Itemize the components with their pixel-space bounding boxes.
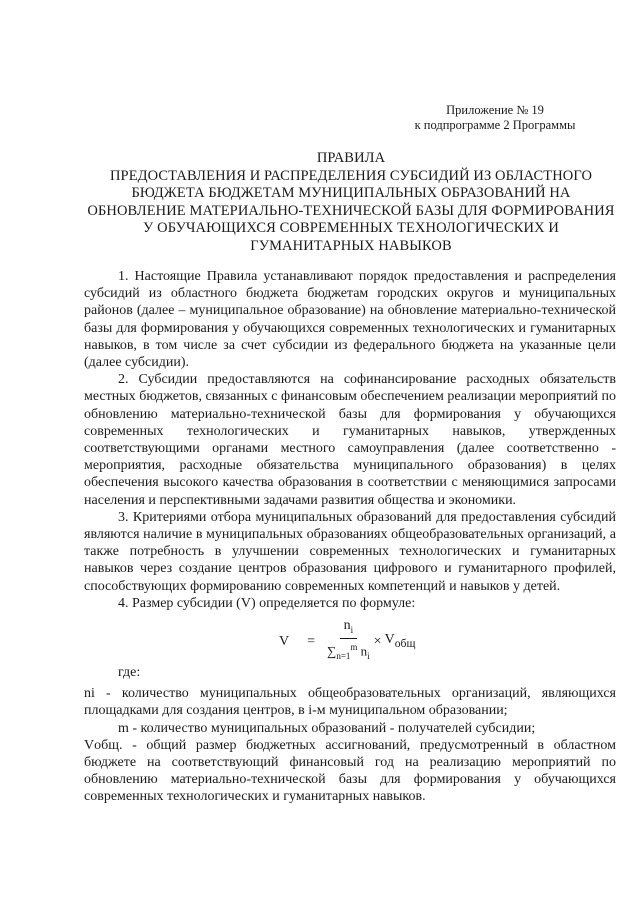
title-heading: ПРАВИЛА: [316, 150, 386, 166]
title-line: У ОБУЧАЮЩИХСЯ СОВРЕМЕННЫХ ТЕХНОЛОГИЧЕСКИХ И: [143, 220, 559, 236]
annex-reference: [405, 103, 585, 133]
title-line: ГУМАНИТАРНЫХ НАВЫКОВ: [250, 237, 452, 254]
annex-subprogram: к подпрограмме 2 Программы: [414, 118, 576, 132]
title-line: БЮДЖЕТА БЮДЖЕТАМ МУНИЦИПАЛЬНЫХ ОБРАЗОВАНИЙ НА: [131, 185, 571, 201]
title-line: ПРЕДОСТАВЛЕНИЯ И РАСПРЕДЕЛЕНИЯ СУБСИДИЙ ИЗ ОБЛАСТНОГО: [109, 167, 593, 184]
paragraph-3: 3. Критериями отбора муниципальных образований для предоставления субсидий являются наличие в муниципальных образованиях общеобразовательных организаций, а также потребность в улучшении современных технологических и гуманитарных навыков через создание центров образования цифрового и гуманитарного профилей, способствующих формированию современных компетенций и навыков у детей.: [84, 509, 616, 594]
paragraph-4: 4. Размер субсидии (V) определяется по формуле:: [118, 595, 416, 611]
denominator-var: n: [360, 643, 368, 659]
paragraph-2: 2. Субсидии предоставляются на софинансирование расходных обязательств местных бюджетов, связанных с финансовым обеспечением реализации мероприятий по обновлению материально-технической базы для формирования у обучающихся современных технологических и гуманитарных навыков, утвержденных соответствующими органами местного самоуправления (далее соответственно - мероприятия, расходные обязательства муниципального образования) в целях обеспечения высокого качества образования в соответствии с меняющимися запросами населения и перспективными задачами развития общества и экономики.: [84, 372, 616, 508]
document-body: [84, 268, 616, 806]
formula-fraction: [327, 618, 370, 665]
formula-lhs: V: [279, 633, 290, 649]
definition-ni: ni - количество муниципальных общеобразовательных организаций, являющихся площадками для создания центров, в i-м муниципальном образовании;: [84, 686, 616, 719]
sum-lower: n=1: [336, 650, 351, 661]
document-title: [82, 150, 620, 255]
definition-m: m - количество муниципальных образований - получателей субсидии;: [118, 720, 536, 736]
denominator-sub: i: [367, 650, 370, 661]
subsidy-formula: [84, 616, 616, 664]
numerator-var: n: [343, 618, 351, 634]
formula-denominator: [327, 639, 370, 665]
numerator-sub: i: [350, 624, 354, 635]
title-line: ОБНОВЛЕНИЕ МАТЕРИАЛЬНО-ТЕХНИЧЕСКОЙ БАЗЫ ДЛЯ ФОРМИРОВАНИЯ: [87, 202, 615, 219]
sum-symbol: ∑: [327, 643, 337, 659]
formula-equals: =: [307, 633, 316, 649]
formula-times: ×: [373, 633, 382, 649]
formula-vtotal: [385, 631, 416, 652]
definition-vtotal: Vобщ. - общий размер бюджетных ассигнований, предусмотренный в областном бюджете на соответствующий финансовый год на реализацию мероприятий по обновлению материально-технической базы для формирования у обучающихся современных технологических и гуманитарных навыков.: [84, 737, 616, 805]
where-label: где:: [118, 665, 141, 681]
formula-numerator: [340, 618, 358, 639]
vtotal-var: V: [384, 631, 395, 647]
annex-number: Приложение № 19: [446, 103, 544, 117]
formula-expression: [279, 618, 415, 665]
paragraph-1: 1. Настоящие Правила устанавливают порядок предоставления и распределения субсидий из областного бюджета бюджетам городских округов и муниципальных районов (далее – муниципальное образование) на обновление материально-технической базы для формирования у обучающихся современных технологических и гуманитарных навыков, в том числе за счет субсидии из федерального бюджета на указанные цели (далее субсидии).: [84, 269, 616, 371]
vtotal-sub: общ: [394, 636, 416, 650]
sum-upper: m: [350, 641, 358, 652]
